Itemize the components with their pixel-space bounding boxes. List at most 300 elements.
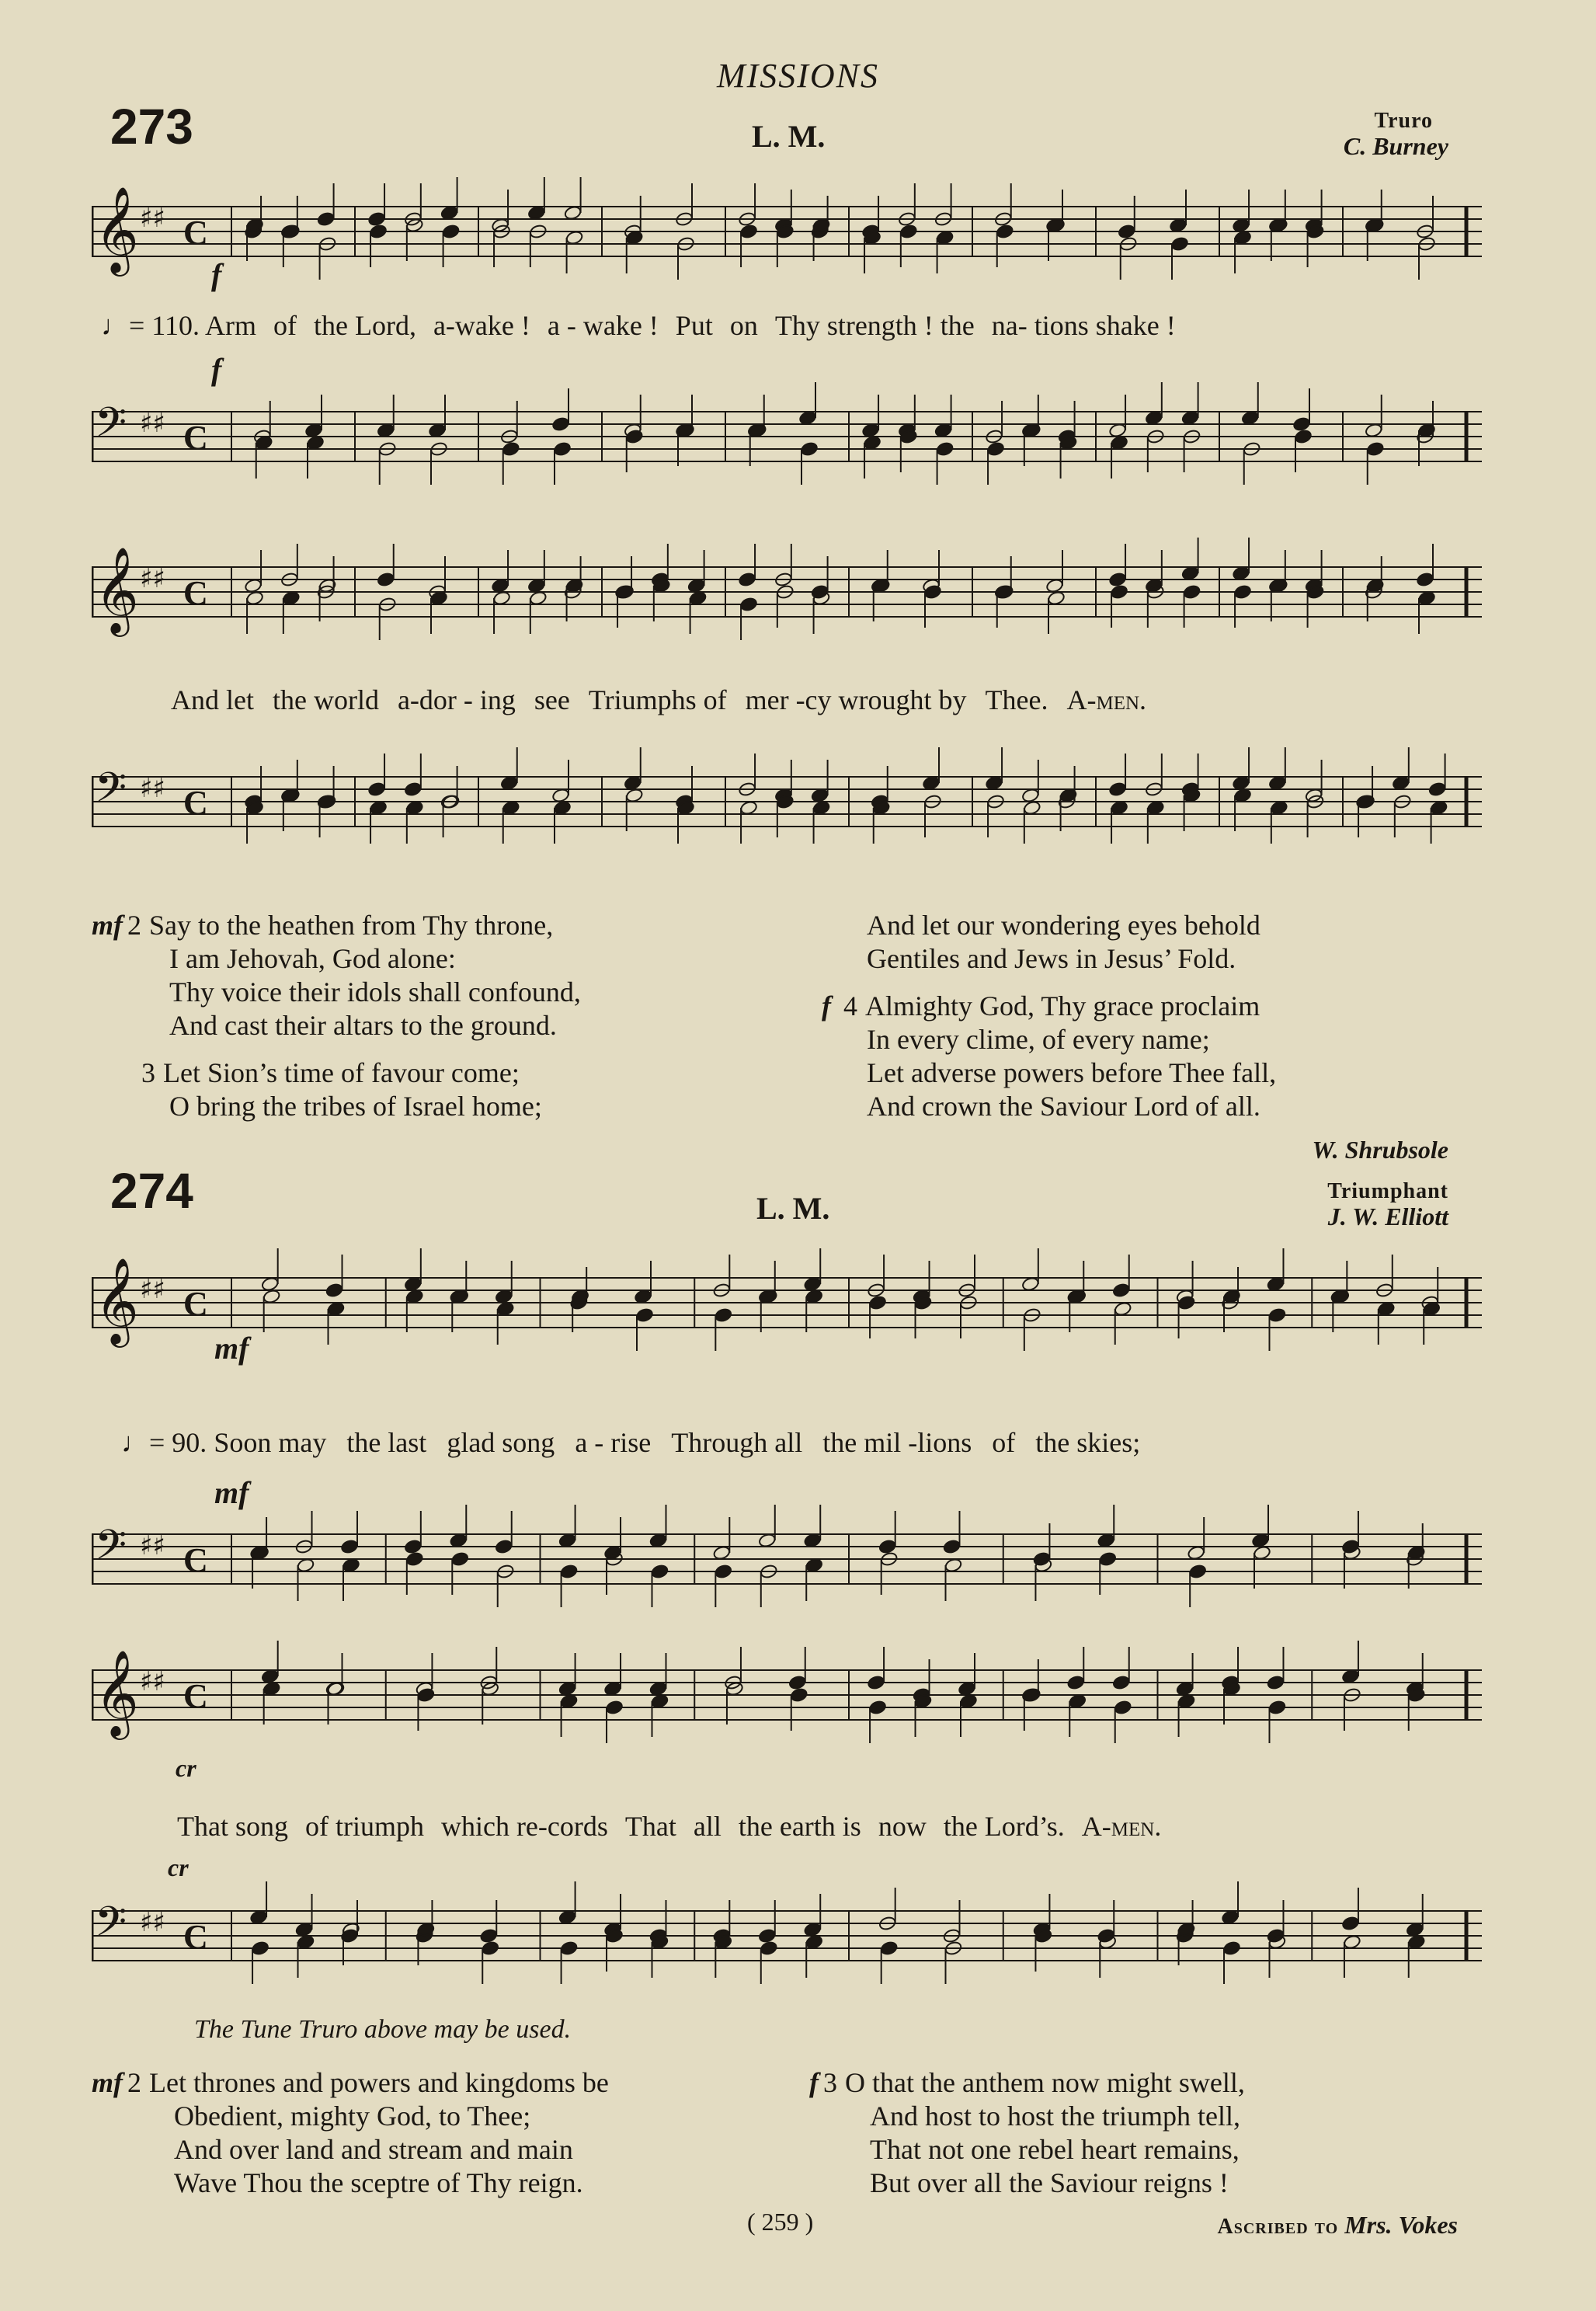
note-head — [495, 1289, 513, 1304]
note-head — [1112, 1283, 1131, 1298]
note-head — [551, 788, 570, 803]
note-head — [558, 1533, 577, 1548]
lyric-syllable: the mil -lions — [822, 1427, 972, 1458]
verse-line: O bring the tribes of Israel home; — [169, 1091, 542, 1122]
note-head — [405, 1551, 424, 1567]
note-head — [803, 1533, 822, 1548]
verse-line: Let Sion’s time of favour come; — [163, 1057, 520, 1088]
verse-line: Say to the heathen from Thy throne, — [149, 910, 554, 941]
note-head — [1097, 1533, 1115, 1548]
lyric-syllable: the earth is — [738, 1811, 861, 1842]
verse-line: And let our wondering eyes behold — [867, 910, 1260, 941]
tune-name: Truro — [1374, 109, 1433, 133]
treble-clef-icon: 𝄞 — [95, 546, 139, 633]
bass-staff — [92, 381, 1482, 497]
note-head — [502, 441, 520, 457]
lyric-syllable: the skies; — [1035, 1427, 1141, 1458]
treble-staff — [92, 1639, 1482, 1756]
note-head — [1146, 800, 1165, 816]
treble-clef-icon: 𝄞 — [95, 186, 139, 273]
key-signature-icon: ♯♯ — [140, 1274, 165, 1305]
note-head — [603, 1681, 622, 1697]
note-head — [715, 1564, 733, 1579]
note-head — [1422, 1301, 1441, 1317]
note-head — [565, 230, 584, 245]
note-head — [1305, 788, 1323, 803]
note-head — [936, 441, 954, 457]
note-head — [527, 205, 546, 221]
note-head — [605, 1700, 624, 1715]
time-signature-icon: C — [183, 1285, 208, 1323]
note-head — [760, 1940, 778, 1956]
note-head — [625, 429, 644, 444]
lyric-syllable: a - rise — [575, 1427, 652, 1458]
verse-line: Let adverse powers before Thee fall, — [867, 1057, 1277, 1088]
note-head — [739, 597, 758, 612]
note-head — [369, 800, 388, 816]
note-head — [689, 590, 708, 606]
lyric-syllable: now — [878, 1811, 927, 1842]
note-head — [725, 1681, 744, 1697]
lyric-syllable: Arm — [204, 310, 256, 341]
note-head — [863, 435, 881, 451]
note-head — [1110, 800, 1128, 816]
note-head — [282, 590, 301, 606]
dynamic-mark: f — [822, 990, 831, 1022]
verse-line: And cast their altars to the ground. — [169, 1010, 557, 1041]
note-head — [1232, 775, 1250, 791]
bass-clef-icon: 𝄢 — [95, 1899, 127, 1956]
note-head — [649, 1533, 668, 1548]
note-head — [304, 423, 323, 438]
lyric-syllable: of — [992, 1427, 1016, 1458]
note-head — [1169, 218, 1187, 233]
note-head — [1181, 410, 1200, 426]
note-head — [1098, 1551, 1117, 1567]
key-signature-icon: ♯♯ — [140, 773, 165, 804]
note-head — [649, 1681, 668, 1697]
time-signature-icon: C — [183, 1918, 208, 1956]
note-head — [739, 800, 758, 816]
note-head — [603, 1545, 622, 1561]
note-head — [496, 1301, 515, 1317]
note-head — [479, 1928, 498, 1944]
bass-clef-icon: 𝄢 — [95, 764, 127, 822]
note-head — [1221, 1909, 1240, 1925]
author-prefix: Ascribed to — [1217, 2215, 1339, 2239]
note-head — [805, 1557, 823, 1573]
note-head — [255, 435, 273, 451]
note-head — [1292, 416, 1311, 432]
note-head — [249, 1909, 268, 1925]
note-head — [442, 224, 461, 239]
verse-line: And host to host the triumph tell, — [870, 2100, 1240, 2132]
note-head — [492, 590, 511, 606]
dynamic-mark: f — [809, 2067, 819, 2098]
note-head — [985, 775, 1003, 791]
lyric-words — [205, 310, 1193, 341]
note-head — [811, 584, 829, 600]
note-head — [790, 1687, 808, 1703]
note-head — [450, 1551, 469, 1567]
note-head — [1033, 1551, 1052, 1567]
note-head — [1110, 435, 1128, 451]
note-head — [295, 1922, 314, 1937]
note-head — [440, 205, 459, 221]
lyric-syllable: a-wake ! — [433, 310, 530, 341]
key-signature-icon: ♯♯ — [140, 1666, 165, 1697]
note-head — [1187, 1545, 1205, 1561]
time-signature-icon: C — [183, 214, 208, 252]
note-head — [1253, 1545, 1271, 1561]
key-signature-icon: ♯♯ — [140, 563, 165, 594]
note-head — [1097, 1928, 1115, 1944]
note-head — [251, 1940, 269, 1956]
note-head — [1021, 1276, 1040, 1292]
note-head — [405, 800, 424, 816]
note-head — [635, 1307, 654, 1323]
note-head — [1222, 1940, 1241, 1956]
verse-line: Almighty God, Thy grace proclaim — [865, 990, 1260, 1022]
note-head — [367, 211, 386, 227]
note-head — [1343, 1934, 1361, 1950]
note-head — [1366, 441, 1385, 457]
note-head — [625, 788, 644, 803]
verse-line: I am Jehovah, God alone: — [169, 943, 456, 974]
note-head — [651, 1693, 669, 1709]
note-head — [934, 423, 953, 438]
dynamic-mark: f — [211, 257, 222, 292]
note-head — [958, 1681, 976, 1697]
note-head — [805, 1934, 823, 1950]
stanza — [792, 909, 1460, 1123]
note-head — [1267, 1276, 1285, 1292]
page-number: ( 259 ) — [747, 2208, 814, 2236]
note-head — [1233, 788, 1252, 803]
note-head — [788, 1675, 807, 1690]
note-head — [1416, 572, 1434, 587]
note-head — [405, 218, 424, 233]
note-head — [625, 230, 644, 245]
lyric-syllable: the Lord’s. — [943, 1811, 1065, 1842]
lyric-words — [171, 684, 1165, 715]
note-head — [1188, 1564, 1207, 1579]
composer: J. W. Elliott — [1327, 1202, 1448, 1230]
note-head — [1108, 423, 1127, 438]
note-head — [738, 572, 756, 587]
lyric-syllable: the world — [272, 684, 379, 715]
lyric-syllable: Triumphs of — [588, 684, 727, 715]
note-head — [1268, 775, 1287, 791]
note-head — [1407, 1934, 1426, 1950]
treble-staff — [92, 1247, 1482, 1363]
note-head — [1392, 775, 1410, 791]
note-head — [624, 775, 642, 791]
lyric-line — [101, 309, 1193, 342]
dynamic-mark: cr — [176, 1754, 196, 1782]
note-head — [560, 1693, 579, 1709]
verse-line: O that the anthem now might swell, — [845, 2067, 1245, 2098]
treble-clef-icon: 𝄞 — [95, 1649, 139, 1736]
note-head — [527, 578, 546, 593]
lyric-words — [214, 1427, 1160, 1458]
treble-staff — [92, 536, 1482, 653]
note-head — [803, 1276, 822, 1292]
bass-clef-icon: 𝄢 — [95, 1522, 127, 1579]
lyric-syllable: a - wake ! — [547, 310, 659, 341]
note-head — [1021, 788, 1040, 803]
key-signature-icon: ♯♯ — [140, 1907, 165, 1938]
note-head — [1110, 584, 1128, 600]
note-head — [803, 1922, 822, 1937]
footnote: The Tune Truro above may be used. — [194, 2015, 572, 2044]
note-head — [481, 1940, 499, 1956]
note-head — [1268, 1307, 1287, 1323]
note-head — [553, 800, 572, 816]
note-head — [1114, 1700, 1132, 1715]
note-head — [428, 423, 447, 438]
lyric-syllable: Put — [675, 310, 713, 341]
note-head — [1430, 800, 1448, 816]
stanza-number: 3 — [141, 1057, 155, 1088]
note-head — [1428, 781, 1447, 797]
note-head — [1108, 781, 1127, 797]
note-head — [1066, 1675, 1085, 1690]
note-head — [404, 781, 422, 797]
note-head — [1232, 566, 1250, 581]
note-head — [1267, 1928, 1285, 1944]
bass-staff — [92, 1880, 1482, 1996]
lyric-syllable: see — [534, 684, 570, 715]
note-head — [868, 1700, 887, 1715]
dynamic-mark: mf — [214, 1331, 249, 1366]
note-head — [1068, 1693, 1087, 1709]
page-header: MISSIONS — [716, 57, 880, 95]
note-head — [560, 1940, 579, 1956]
lyric-syllable: Thy strength ! the — [774, 310, 975, 341]
note-head — [1341, 1539, 1360, 1554]
note-head — [449, 1533, 468, 1548]
note-head — [263, 1289, 281, 1304]
lyric-syllable: A-men. — [1066, 684, 1147, 715]
note-head — [1108, 572, 1127, 587]
note-head — [1267, 1675, 1285, 1690]
verse-line: And over land and stream and main — [174, 2134, 573, 2165]
verse-line: Wave Thou the sceptre of Thy reign. — [174, 2167, 583, 2198]
note-head — [1183, 584, 1201, 600]
note-head — [1181, 566, 1200, 581]
verse-line: That not one rebel heart remains, — [870, 2134, 1240, 2165]
note-head — [491, 578, 509, 593]
note-head — [1365, 423, 1383, 438]
dynamic-mark: mf — [214, 1475, 249, 1510]
note-head — [758, 1928, 777, 1944]
note-head — [1406, 1922, 1424, 1937]
note-head — [491, 218, 509, 233]
note-head — [342, 1557, 360, 1573]
note-head — [377, 572, 395, 587]
note-head — [758, 1533, 777, 1548]
bass-clef-icon: 𝄢 — [95, 399, 127, 457]
note-head — [715, 1307, 733, 1323]
lyric-syllable: of triumph — [304, 1811, 424, 1842]
note-head — [1145, 410, 1163, 426]
note-head — [327, 1301, 346, 1317]
dynamic-mark: cr — [168, 1853, 189, 1881]
note-head — [369, 224, 388, 239]
lyric-line — [171, 684, 1165, 716]
lyric-syllable: all — [693, 1811, 722, 1842]
note-head — [1251, 1533, 1270, 1548]
note-head — [1177, 1693, 1196, 1709]
note-head — [922, 775, 941, 791]
note-head — [805, 1289, 823, 1304]
dynamic-mark: mf — [92, 910, 123, 941]
note-head — [1176, 1681, 1194, 1697]
note-head — [861, 423, 880, 438]
note-head — [377, 423, 395, 438]
note-head — [1047, 590, 1066, 606]
hymn-meter: L. M. — [756, 1191, 830, 1226]
note-head — [1045, 578, 1064, 593]
note-head — [812, 800, 831, 816]
note-head — [553, 441, 572, 457]
note-head — [800, 441, 819, 457]
treble-clef-icon: 𝄞 — [95, 1257, 139, 1344]
note-head — [899, 224, 918, 239]
key-signature-icon: ♯♯ — [140, 408, 165, 439]
stanza-number: 4 — [843, 990, 857, 1022]
tempo-mark: ♩= 90. — [121, 1427, 207, 1458]
note-head — [558, 1909, 577, 1925]
note-head — [340, 1539, 359, 1554]
dynamic-mark: mf — [92, 2067, 123, 2098]
note-head — [880, 1940, 899, 1956]
stanza — [84, 2066, 829, 2200]
note-head — [245, 590, 264, 606]
note-head — [868, 1295, 887, 1310]
note-head — [500, 775, 519, 791]
verse-line: But over all the Saviour reigns ! — [870, 2167, 1229, 2198]
note-head — [1170, 236, 1189, 252]
stanza — [797, 2066, 1480, 2200]
dynamic-mark: f — [211, 352, 222, 387]
verse-line: Thy voice their idols shall confound, — [169, 976, 581, 1008]
note-head — [986, 441, 1005, 457]
tempo-mark: ♩= 110. — [101, 310, 200, 341]
note-head — [1233, 584, 1252, 600]
note-head — [1114, 1301, 1132, 1317]
time-signature-icon: C — [183, 1677, 208, 1715]
note-head — [651, 1564, 669, 1579]
note-head — [417, 1687, 436, 1703]
note-head — [1377, 1301, 1396, 1317]
lyric-syllable: a-dor - ing — [397, 684, 516, 715]
note-head — [325, 1283, 344, 1298]
note-head — [1417, 590, 1436, 606]
stanza-number: 2 — [127, 2067, 141, 2098]
lyric-syllable: A-men. — [1081, 1811, 1162, 1842]
note-head — [367, 781, 386, 797]
lyric-syllable: glad song — [447, 1427, 555, 1458]
lyric-syllable: on — [729, 310, 758, 341]
note-head — [1268, 1700, 1287, 1715]
note-head — [739, 224, 758, 239]
lyric-syllable: That song — [177, 1811, 288, 1842]
author-name: Mrs. Vokes — [1344, 2211, 1458, 2239]
note-head — [923, 584, 942, 600]
lyric-line — [121, 1426, 1160, 1459]
lyric-line — [177, 1810, 1178, 1843]
note-head — [1341, 1669, 1360, 1684]
note-head — [551, 416, 570, 432]
verse-line: In every clime, of every name; — [867, 1024, 1210, 1055]
note-head — [1232, 218, 1250, 233]
lyric-syllable: That — [624, 1811, 676, 1842]
note-head — [1233, 230, 1252, 245]
note-head — [261, 1276, 280, 1292]
lyric-syllable: of — [273, 310, 297, 341]
author — [1218, 2211, 1458, 2240]
note-head — [1112, 1675, 1131, 1690]
note-head — [996, 224, 1014, 239]
hymn-number: 274 — [110, 1163, 193, 1219]
note-head — [558, 1681, 577, 1697]
note-head — [943, 1539, 961, 1554]
lyric-syllable: the last — [346, 1427, 427, 1458]
note-head — [404, 1276, 422, 1292]
treble-staff — [92, 176, 1482, 292]
lyric-syllable: Through all — [671, 1427, 803, 1458]
note-head — [297, 1557, 315, 1573]
note-head — [529, 590, 548, 606]
time-signature-icon: C — [183, 574, 208, 612]
note-head — [1241, 410, 1260, 426]
lyric-words — [177, 1811, 1178, 1842]
note-head — [317, 211, 336, 227]
note-head — [244, 578, 263, 593]
note-head — [263, 1681, 281, 1697]
note-head — [261, 1669, 280, 1684]
stanza — [84, 909, 752, 1123]
bass-staff — [92, 1503, 1482, 1620]
note-head — [944, 1557, 963, 1573]
note-head — [306, 435, 325, 451]
note-head — [1023, 800, 1041, 816]
composer: C. Burney — [1343, 132, 1448, 160]
note-head — [1294, 429, 1313, 444]
lyric-syllable: which re-cords — [440, 1811, 608, 1842]
key-signature-icon: ♯♯ — [140, 203, 165, 234]
note-head — [1270, 800, 1288, 816]
note-head — [405, 1289, 424, 1304]
note-head — [564, 205, 582, 221]
note-head — [687, 578, 706, 593]
hymn-number: 273 — [110, 99, 193, 155]
note-head — [481, 1681, 499, 1697]
note-head — [404, 1539, 422, 1554]
verse-line: And crown the Saviour Lord of all. — [867, 1091, 1260, 1122]
note-head — [1145, 578, 1163, 593]
verse-line: Obedient, mighty God, to Thee; — [174, 2100, 531, 2132]
note-head — [867, 1675, 885, 1690]
lyric-syllable: And let — [171, 684, 254, 715]
time-signature-icon: C — [183, 784, 208, 822]
note-head — [959, 1693, 978, 1709]
time-signature-icon: C — [183, 419, 208, 457]
note-head — [798, 410, 817, 426]
note-head — [429, 590, 448, 606]
